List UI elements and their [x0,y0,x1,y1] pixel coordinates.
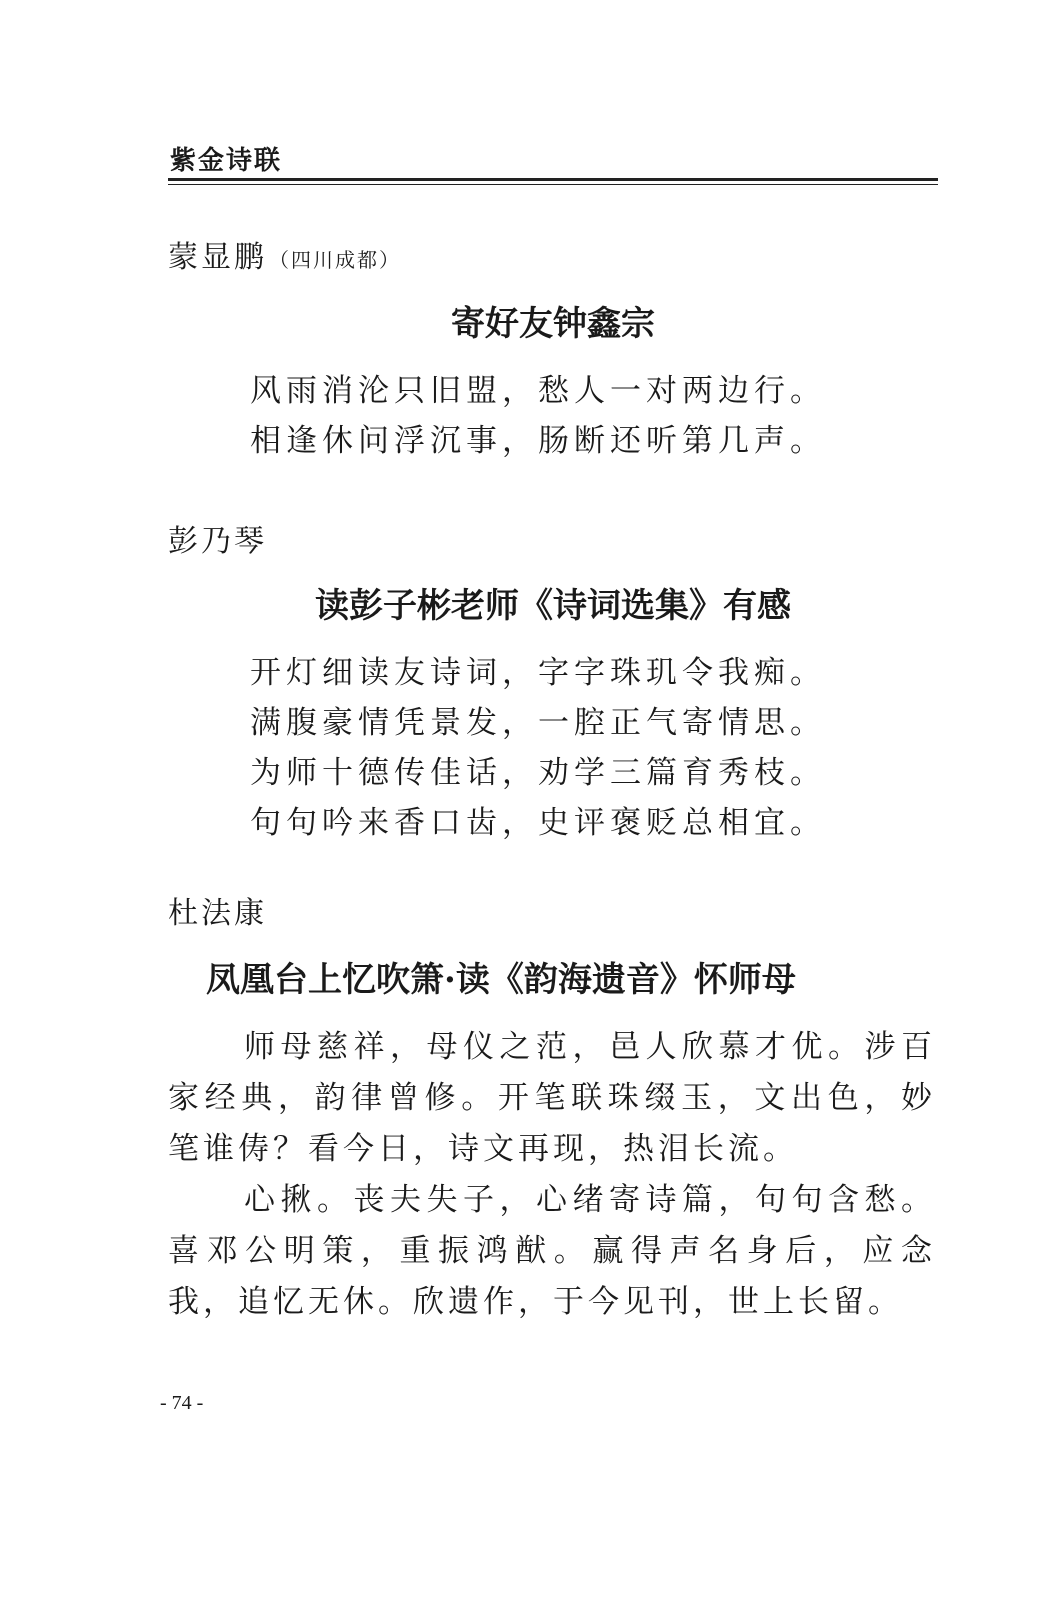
verse-line: 句句吟来香口齿，史评褒贬总相宜。 [250,805,826,841]
poem-title: 寄好友钟鑫宗 [451,304,655,344]
header-rule [168,178,938,181]
verse-line: 相逢休问浮沉事，肠断还听第几声。 [250,423,826,459]
author-name: 杜法康 [168,896,267,931]
poem-title: 凤凰台上忆吹箫·读《韵海遗音》怀师母 [206,960,796,1000]
poem-title: 读彭子彬老师《诗词选集》有感 [315,586,791,626]
prose-paragraph: 师母慈祥，母仪之范，邑人欣慕才优。涉百家经典，韵律曾修。开笔联珠缀玉，文出色，妙笔谁俦？看今日，诗文再现，热泪长流。 [168,1029,936,1167]
poem-author [168,516,267,560]
poem-author [168,888,267,932]
poem-author [168,232,401,276]
author-location: （四川成都） [269,248,401,272]
prose-paragraph: 心揪。丧夫失子，心绪寄诗篇，句句含愁。喜邓公明策，重振鸿猷。赢得声名身后，应念我，追忆无休。欣遗作，于今见刊，世上长留。 [168,1182,936,1320]
verse-line: 满腹豪情凭景发，一腔正气寄情思。 [250,705,826,741]
verse-line: 风雨消沦只旧盟，愁人一对两边行。 [250,373,826,409]
poem-verse [250,648,826,848]
poem-prose [168,1022,936,1328]
verse-line: 开灯细读友诗词，字字珠玑令我痴。 [250,655,826,691]
author-name: 彭乃琴 [168,524,267,559]
page-number: - 74 - [160,1392,204,1414]
verse-line: 为师十德传佳话，劝学三篇育秀枝。 [250,755,826,791]
running-header-title: 紫金诗联 [170,146,283,176]
author-name: 蒙显鹏 [168,240,267,275]
poem-verse [250,366,826,466]
header-rule-thin [168,184,938,185]
